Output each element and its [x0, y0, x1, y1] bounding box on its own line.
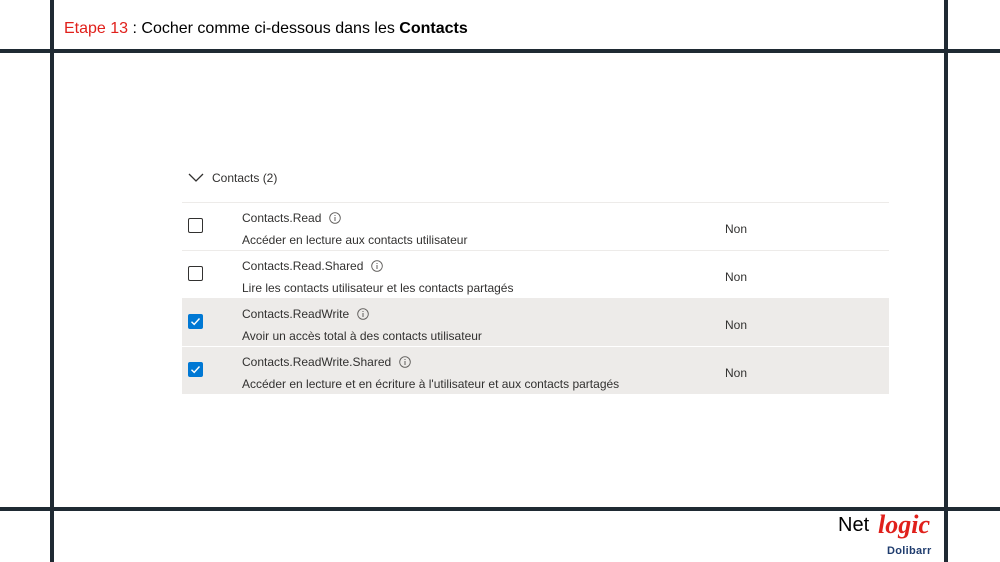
permission-name-wrap: [242, 211, 341, 225]
logo-net-text: Net: [838, 514, 870, 536]
chevron-down-icon: [188, 170, 204, 186]
permission-name: Contacts.Read.Shared: [242, 259, 364, 273]
permission-row[interactable]: [182, 251, 889, 299]
permission-description: Lire les contacts utilisateur et les contacts partagés: [242, 281, 514, 295]
permissions-table: [182, 202, 889, 395]
admin-consent-value: Non: [725, 222, 748, 236]
admin-consent-value: Non: [725, 366, 748, 380]
permission-row[interactable]: [182, 299, 889, 347]
permission-checkbox[interactable]: [188, 218, 203, 233]
step-label: Etape 13: [64, 20, 129, 37]
instruction-text: Cocher comme ci-dessous dans les: [141, 20, 400, 37]
permission-checkbox[interactable]: [188, 266, 203, 281]
permission-name: Contacts.ReadWrite: [242, 307, 350, 321]
netlogic-logo: [830, 512, 942, 562]
checkmark-icon: [190, 364, 201, 375]
permission-checkbox[interactable]: [188, 362, 203, 377]
permission-row[interactable]: [182, 203, 889, 251]
permission-name-wrap: [242, 355, 411, 369]
logo-dolibarr-text: Dolibarr: [887, 545, 932, 557]
permission-row[interactable]: [182, 347, 889, 395]
info-icon[interactable]: [371, 260, 383, 272]
permission-name: Contacts.ReadWrite.Shared: [242, 355, 392, 369]
permission-name: Contacts.Read: [242, 211, 322, 225]
permission-checkbox[interactable]: [188, 314, 203, 329]
checkmark-icon: [190, 316, 201, 327]
frame-line-right: [944, 0, 948, 562]
info-icon[interactable]: [357, 308, 369, 320]
title-separator: :: [128, 20, 142, 37]
frame-line-top: [0, 49, 1000, 53]
permission-description: Accéder en lecture aux contacts utilisateur: [242, 233, 468, 247]
admin-consent-value: Non: [725, 270, 748, 284]
contacts-group-toggle[interactable]: [188, 167, 277, 189]
admin-consent-value: Non: [725, 318, 748, 332]
slide-title: [64, 20, 468, 38]
instruction-bold: Contacts: [399, 20, 468, 37]
permission-name-wrap: [242, 259, 383, 273]
permission-description: Accéder en lecture et en écriture à l'utilisateur et aux contacts partagés: [242, 377, 620, 391]
permission-name-wrap: [242, 307, 369, 321]
permission-description: Avoir un accès total à des contacts utilisateur: [242, 329, 482, 343]
group-label: Contacts (2): [212, 171, 278, 185]
frame-line-bottom: [0, 507, 1000, 511]
info-icon[interactable]: [329, 212, 341, 224]
frame-line-left: [50, 0, 54, 562]
info-icon[interactable]: [399, 356, 411, 368]
logo-logic-text: logic: [878, 510, 930, 539]
